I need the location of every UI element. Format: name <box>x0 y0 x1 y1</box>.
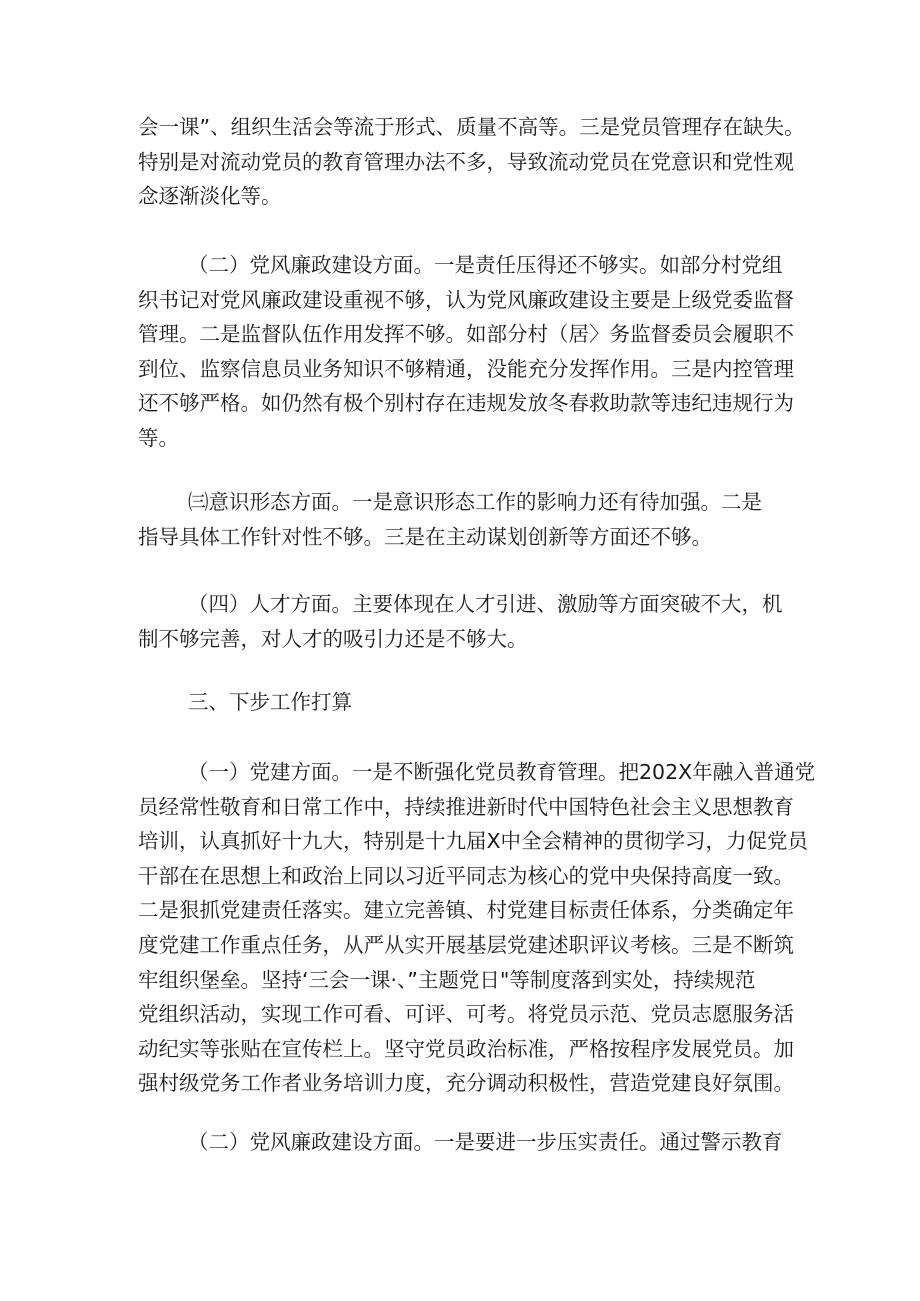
text-line: （四）人才方面。主要体现在人才引进、激励等方面突破不大，机 <box>188 592 783 616</box>
paragraph-ideology <box>138 485 788 554</box>
text-line: 特别是对流动党员的教育管理办法不多，导致流动党员在党意识和党性观 <box>138 149 794 174</box>
section-heading: 三、下步工作打算 <box>188 690 352 714</box>
text-line: 指导具体工作针对性不够。三是在主动谋划创新等方面还不够。 <box>138 524 712 549</box>
text-line: 到位、监察信息员业务知识不够精通，没能充分发挥作用。三是内控管理 <box>138 356 794 381</box>
text-line: （二）党风廉政建设方面。一是要进一步压实责任。通过警示教育 <box>188 1130 783 1154</box>
text-line: ㈢意识形态方面。一是意识形态工作的影响力还有待加强。二是 <box>188 490 762 514</box>
text-line: 党组织活动，实现工作可看、可评、可考。将党员示范、党员志愿服务活 <box>138 1002 794 1027</box>
text-line: （二）党风廉政建设方面。一是责任压得还不够实。如部分村党组 <box>188 253 783 277</box>
text-line: 管理。二是监督队伍作用发挥不够。如部分村（居〉务监督委员会履职不 <box>138 322 794 347</box>
text-line: 等。 <box>138 425 179 450</box>
text-line: 二是狠抓党建责任落实。建立完善镇、村党建目标责任体系，分类确定年 <box>138 898 794 923</box>
text-line: 度党建工作重点任务，从严从实开展基层党建述职评议考核。三是不断筑 <box>138 932 794 957</box>
section-heading-next-steps <box>138 685 788 720</box>
text-line: 织书记对党风廉政建设重视不够，认为党风廉政建设主要是上级党委监督 <box>138 287 794 312</box>
text-line: 动纪实等张贴在宣传栏上。坚守党员政治标准，严格按程序发展党员。加 <box>138 1036 794 1061</box>
text-line: （一）党建方面。一是不断强化党员教育管理。把202X年融入普通党 <box>188 760 816 784</box>
text-line: 制不够完善，对人才的吸引力还是不够大。 <box>138 626 528 651</box>
text-line: 员经常性敬育和日常工作中，持续推进新时代中国特色社会主义思想教育 <box>138 794 794 819</box>
text-line: 念逐渐淡化等。 <box>138 184 282 209</box>
paragraph-clean-governance <box>138 248 794 456</box>
text-line: 会一课”、组织生活会等流于形式、质量不高等。三是党员管理存在缺失。 <box>138 115 805 139</box>
text-line: 还不够严格。如仍然有极个别村存在违规发放冬春救助款等违纪违规行为 <box>138 391 794 416</box>
paragraph-party-building <box>138 755 816 1101</box>
text-line: 培训，认真抓好十九大，特别是十九届X中全会精神的贯彻学习，力促党员 <box>138 829 809 854</box>
text-line: 强村级党务工作者业务培训力度，充分调动积极性，营造党建良好氛围。 <box>138 1071 794 1096</box>
paragraph-talent <box>138 587 788 656</box>
text-line: 牢组织堡垒。坚持‘三会一课·、”主题党日"等制度落到实处，持续规范 <box>138 967 756 992</box>
paragraph-party-member-management <box>138 110 805 214</box>
text-line: 干部在在思想上和政治上同以习近平同志为核心的党中央保持高度一致。 <box>138 863 794 888</box>
paragraph-clean-governance-plan <box>138 1125 788 1160</box>
